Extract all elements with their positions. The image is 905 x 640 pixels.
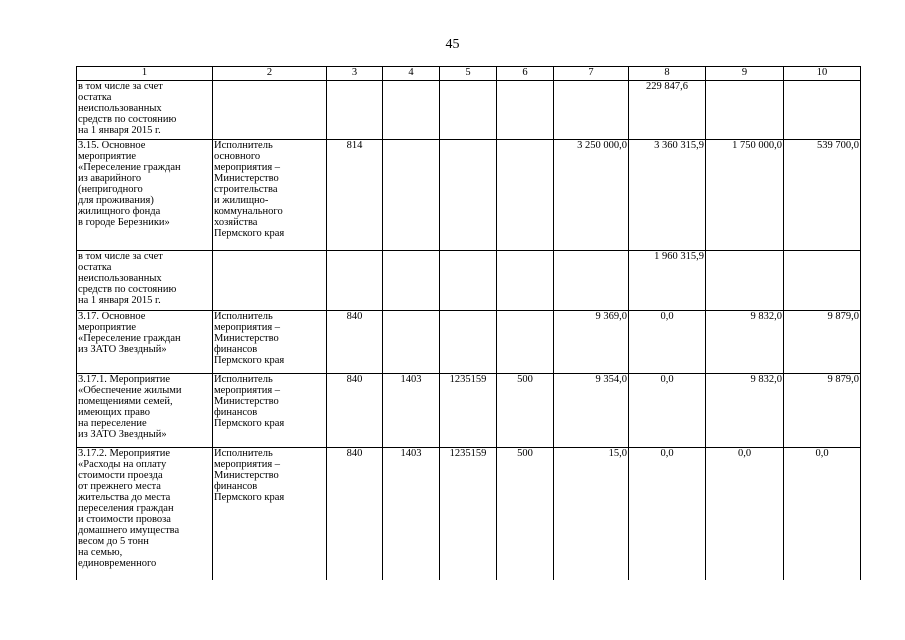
row-rzpr [383,140,440,251]
row-name: 3.17.2. Мероприятие «Расходы на оплату стоимости проезда от прежнего места жительства до места переселения граждан и стоимости провоза домашнего имущества весом до 5 тонн на семью, единовременного [77,448,213,580]
row-name: 3.15. Основное мероприятие «Переселение граждан из аварийного (непригодного для проживания) жилищного фонда в городе Березники» [77,140,213,251]
row-value-col7: 9 369,0 [554,311,629,374]
column-header: 9 [706,67,784,81]
row-value-col9 [706,251,784,311]
row-value-col7: 3 250 000,0 [554,140,629,251]
row-name: 3.17. Основное мероприятие «Переселение граждан из ЗАТО Звездный» [77,311,213,374]
row-value-col8: 0,0 [629,311,706,374]
row-grbs [327,251,383,311]
row-grbs [327,81,383,140]
row-value-col8: 0,0 [629,448,706,580]
table-row [77,448,861,580]
budget-table [76,66,861,580]
row-vr [497,251,554,311]
row-executor: Исполнитель мероприятия – Министерство финансов Пермского края [213,311,327,374]
row-name: в том числе за счет остатка неиспользованных средств по состоянию на 1 января 2015 г. [77,81,213,140]
row-rzpr: 1403 [383,374,440,448]
row-rzpr [383,311,440,374]
page-number: 45 [445,37,460,52]
column-header: 10 [784,67,861,81]
row-value-col9: 1 750 000,0 [706,140,784,251]
row-executor: Исполнитель мероприятия – Министерство финансов Пермского края [213,374,327,448]
column-header: 5 [440,67,497,81]
row-value-col8: 0,0 [629,374,706,448]
row-value-col10: 9 879,0 [784,374,861,448]
row-value-col8: 1 960 315,9 [629,251,706,311]
row-csr: 1235159 [440,374,497,448]
row-value-col7 [554,251,629,311]
row-vr [497,81,554,140]
row-grbs: 840 [327,448,383,580]
row-grbs: 840 [327,374,383,448]
row-value-col10 [784,251,861,311]
column-header: 3 [327,67,383,81]
row-rzpr [383,81,440,140]
row-value-col9: 9 832,0 [706,311,784,374]
row-executor: Исполнитель мероприятия – Министерство финансов Пермского края [213,448,327,580]
row-csr [440,251,497,311]
row-value-col9: 0,0 [706,448,784,580]
header-row [77,67,861,81]
row-name: в том числе за счет остатка неиспользованных средств по состоянию на 1 января 2015 г. [77,251,213,311]
row-value-col10: 539 700,0 [784,140,861,251]
row-name: 3.17.1. Мероприятие «Обеспечение жилыми помещениями семей, имеющих право на переселение из ЗАТО Звездный» [77,374,213,448]
column-header: 6 [497,67,554,81]
column-header: 2 [213,67,327,81]
row-vr: 500 [497,374,554,448]
column-header: 7 [554,67,629,81]
row-rzpr: 1403 [383,448,440,580]
row-grbs: 814 [327,140,383,251]
table-row [77,311,861,374]
row-csr [440,81,497,140]
row-value-col8: 229 847,6 [629,81,706,140]
row-grbs: 840 [327,311,383,374]
table-row [77,374,861,448]
table-row [77,81,861,140]
table-row [77,251,861,311]
row-executor [213,251,327,311]
column-header: 4 [383,67,440,81]
row-value-col9 [706,81,784,140]
row-csr [440,140,497,251]
row-value-col8: 3 360 315,9 [629,140,706,251]
column-header: 8 [629,67,706,81]
row-executor: Исполнитель основного мероприятия – Министерство строительства и жилищно- коммунального хозяйства Пермского края [213,140,327,251]
row-value-col7: 15,0 [554,448,629,580]
row-vr [497,140,554,251]
row-csr: 1235159 [440,448,497,580]
row-value-col7: 9 354,0 [554,374,629,448]
row-value-col9: 9 832,0 [706,374,784,448]
row-csr [440,311,497,374]
row-value-col10 [784,81,861,140]
row-executor [213,81,327,140]
row-value-col10: 9 879,0 [784,311,861,374]
table-row [77,140,861,251]
row-rzpr [383,251,440,311]
row-value-col7 [554,81,629,140]
row-vr: 500 [497,448,554,580]
row-value-col10: 0,0 [784,448,861,580]
column-header: 1 [77,67,213,81]
row-vr [497,311,554,374]
